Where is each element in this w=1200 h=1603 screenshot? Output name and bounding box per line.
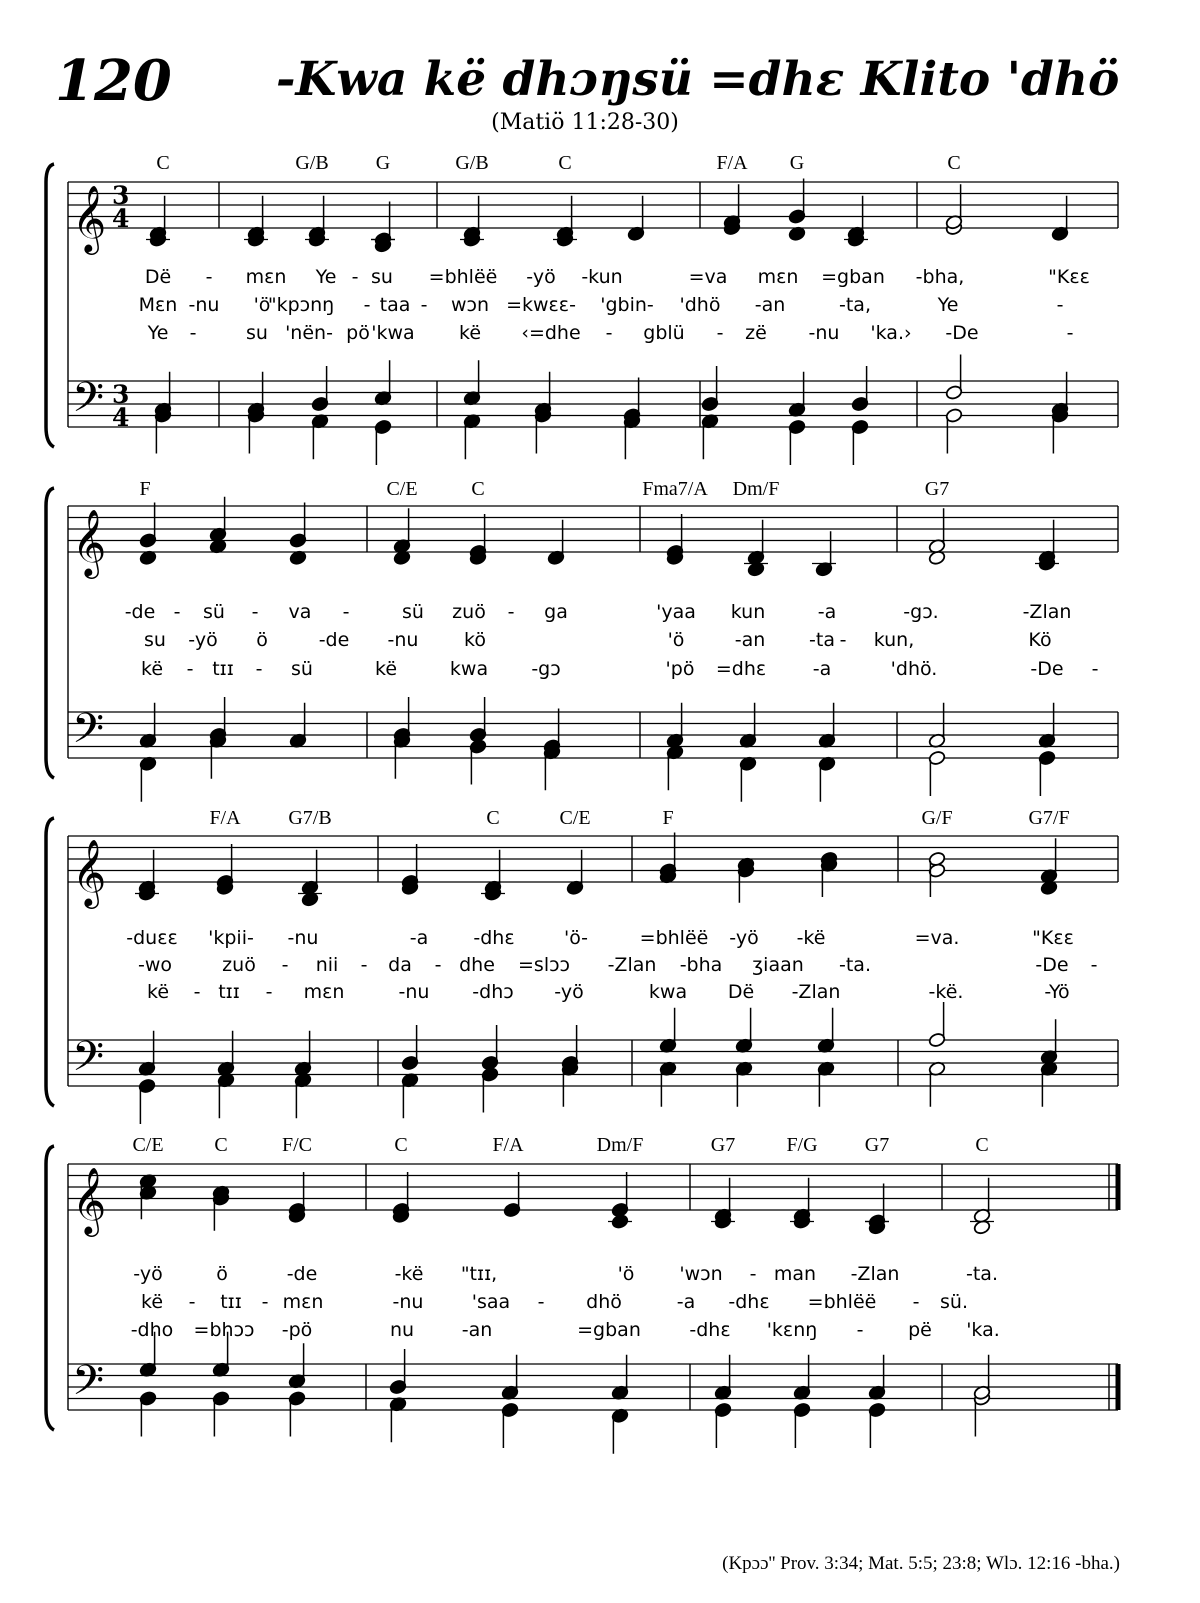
chord-symbol: G7 — [924, 478, 950, 500]
lyric-verse-3: - — [255, 658, 263, 680]
lyric-verse-1: -kë — [394, 1263, 424, 1285]
lyric-verse-1: -yö — [133, 1263, 163, 1285]
lyric-verse-1: - — [205, 266, 213, 288]
lyric-verse-1: =va. — [914, 927, 960, 949]
treble-clef: 𝄞 — [72, 184, 107, 252]
lyric-verse-3: 'kwa — [371, 322, 415, 344]
lyric-verse-3: kë — [140, 658, 164, 680]
lyric-verse-3: nu — [389, 1319, 415, 1341]
chord-symbol: C/E — [132, 1134, 164, 1156]
lyric-verse-2: kë — [140, 1291, 164, 1313]
lyric-verse-1: -Zlan — [1022, 601, 1072, 623]
system-brace — [46, 1146, 54, 1430]
chord-symbol: F/A — [492, 1134, 524, 1156]
lyric-verse-2: sü. — [940, 1291, 968, 1313]
lyric-verse-1: su — [371, 266, 393, 288]
chord-symbol: F/G — [786, 1134, 818, 1156]
lyric-verse-2: - — [839, 629, 847, 651]
lyric-verse-3: 'kɛnŋ — [766, 1319, 818, 1341]
lyric-verse-3: pë — [908, 1319, 932, 1341]
lyric-verse-1: -a — [817, 601, 837, 623]
lyric-verse-3: =bhɔɔ — [193, 1319, 255, 1341]
chord-symbol: F — [139, 478, 151, 500]
lyric-verse-3: -Zlan — [791, 981, 841, 1003]
lyric-verse-1: 'yaa — [656, 601, 696, 623]
lyric-verse-2: ö — [256, 629, 268, 651]
chord-symbol: C — [486, 807, 500, 829]
chord-symbol: G/F — [921, 807, 953, 829]
chord-symbol: C/E — [559, 807, 591, 829]
lyric-verse-3: -dhɛ — [689, 1319, 731, 1341]
lyric-verse-3: tɪɪ — [218, 981, 240, 1003]
lyric-verse-1: -kun — [581, 266, 623, 288]
lyric-verse-1: man — [773, 1263, 817, 1285]
lyric-verse-2: wɔn — [450, 294, 490, 316]
lyric-verse-2: zuö — [222, 954, 256, 976]
lyric-verse-1: 'wɔn — [679, 1263, 723, 1285]
bass-clef: 𝄢 — [72, 373, 105, 432]
treble-clef: 𝄞 — [72, 838, 107, 906]
chord-symbol: C — [394, 1134, 408, 1156]
bass-clef: 𝄢 — [72, 1356, 105, 1415]
lyric-verse-1: -gɔ. — [903, 601, 939, 623]
lyric-verse-3: - — [605, 322, 613, 344]
lyric-verse-3: kë — [146, 981, 170, 1003]
lyric-verse-2: - — [537, 1291, 545, 1313]
lyric-verse-2: kö — [464, 629, 486, 651]
chord-symbol: Fma7/A — [642, 478, 708, 500]
hymn-number: 120 — [55, 48, 172, 114]
lyric-verse-1: -de — [124, 601, 156, 623]
lyric-verse-1: sü — [203, 601, 225, 623]
lyric-verse-3: -nu — [808, 322, 840, 344]
lyric-verse-2: -dhɛ — [728, 1291, 770, 1313]
lyric-verse-1: Ye — [315, 266, 337, 288]
lyric-verse-3: zë — [745, 322, 767, 344]
chord-symbol: F/A — [209, 807, 241, 829]
lyric-verse-2: 'ö — [667, 629, 685, 651]
bass-clef: 𝄢 — [72, 704, 105, 763]
lyric-verse-2: - — [188, 1291, 196, 1313]
lyric-verse-1: =va — [688, 266, 728, 288]
lyric-verse-2: su — [144, 629, 166, 651]
lyric-verse-3: su — [246, 322, 268, 344]
lyric-verse-2: Kö — [1028, 629, 1052, 651]
lyric-verse-2: -nu — [392, 1291, 424, 1313]
lyric-verse-2: - — [1056, 294, 1064, 316]
chord-symbol: G/B — [455, 152, 489, 174]
lyric-verse-1: =bhlëë — [428, 266, 498, 288]
system-brace — [46, 164, 54, 447]
chord-symbol: C — [947, 152, 961, 174]
hymn-title: -Kwa kë dhɔŋsü =dhɛ Klito 'dhö — [276, 52, 1120, 107]
lyric-verse-3: -Yö — [1044, 981, 1070, 1003]
lyric-verse-3: Ye — [147, 322, 169, 344]
lyric-verse-1: "Kɛɛ — [1032, 927, 1074, 949]
chord-symbol: C — [471, 478, 485, 500]
lyric-verse-3: kë — [458, 322, 482, 344]
chord-symbol: G/B — [295, 152, 329, 174]
chord-symbol: G7/F — [1028, 807, 1070, 829]
lyric-verse-1: "tɪɪ, — [460, 1263, 498, 1285]
lyric-verse-2: -ta. — [839, 954, 871, 976]
lyric-verse-1: zuö — [452, 601, 486, 623]
lyric-verse-2: Ye — [937, 294, 959, 316]
lyric-verse-2: -ta, — [839, 294, 871, 316]
chord-symbol: G — [375, 152, 391, 174]
lyric-verse-2: dhö — [586, 1291, 622, 1313]
lyric-verse-1: 'ö — [617, 1263, 635, 1285]
lyric-verse-2: -nu — [387, 629, 419, 651]
lyric-verse-3: -dho — [130, 1319, 174, 1341]
chord-symbol: G — [789, 152, 805, 174]
lyric-verse-3: =dhɛ — [715, 658, 767, 680]
lyric-verse-1: -nu — [287, 927, 319, 949]
lyric-verse-1: -Zlan — [850, 1263, 900, 1285]
chord-symbol: G7 — [864, 1134, 890, 1156]
lyric-verse-3: -kë. — [928, 981, 964, 1003]
lyric-verse-2: nii — [315, 954, 339, 976]
lyric-verse-2: =kwɛɛ- — [506, 294, 576, 316]
lyric-verse-3: - — [856, 1319, 864, 1341]
bass-clef: 𝄢 — [72, 1032, 105, 1091]
lyric-verse-3: -dhɔ — [472, 981, 514, 1003]
lyric-verse-3: - — [193, 981, 201, 1003]
lyric-verse-3: tɪɪ — [212, 658, 234, 680]
lyric-verse-2: 'gbin- — [600, 294, 654, 316]
lyric-verse-1: Dë — [144, 266, 172, 288]
chord-symbol: F/A — [716, 152, 748, 174]
lyric-verse-2: -a — [676, 1291, 696, 1313]
lyric-verse-3: Dë — [727, 981, 755, 1003]
lyric-verse-1: -a — [409, 927, 429, 949]
lyric-verse-2: - — [363, 294, 371, 316]
lyric-verse-3: 'dhö. — [890, 658, 938, 680]
scripture-references: (Kpɔɔ'' Prov. 3:34; Mat. 5:5; 23:8; Wlɔ. 12:16 -bha.) — [722, 1553, 1120, 1574]
lyric-verse-2: kun, — [873, 629, 915, 651]
lyric-verse-2: taa — [379, 294, 411, 316]
lyric-verse-1: 'kpii- — [208, 927, 254, 949]
lyric-verse-1: "Kɛɛ — [1048, 266, 1090, 288]
lyric-verse-1: mɛn — [245, 266, 287, 288]
lyric-verse-1: - — [507, 601, 515, 623]
system-brace — [46, 488, 54, 778]
lyric-verse-1: sü — [402, 601, 424, 623]
lyric-verse-2: -an — [754, 294, 786, 316]
lyric-verse-1: kun — [730, 601, 766, 623]
lyric-verse-1: -de — [286, 1263, 318, 1285]
lyric-verse-1: - — [173, 601, 181, 623]
lyric-verse-2: - — [281, 954, 289, 976]
lyric-verse-1: - — [251, 601, 259, 623]
lyric-verse-2: -Zlan — [607, 954, 657, 976]
chord-symbol: C — [214, 1134, 228, 1156]
lyric-verse-1: -bha, — [915, 266, 965, 288]
time-signature-bass-lower: 4 — [112, 403, 130, 432]
lyric-verse-2: - — [360, 954, 368, 976]
time-signature-treble: 3 — [112, 181, 130, 210]
lyric-verse-3: - — [265, 981, 273, 1003]
lyric-verse-3: - — [186, 658, 194, 680]
lyric-verse-2: - — [434, 954, 442, 976]
lyric-verse-2: =bhlëë — [807, 1291, 877, 1313]
lyric-verse-1: 'ö- — [563, 927, 589, 949]
lyric-verse-2: Mɛn — [138, 294, 178, 316]
lyric-verse-2: 'ö — [253, 294, 271, 316]
lyric-verse-1: =gban — [821, 266, 885, 288]
lyric-verse-2: -nu — [188, 294, 220, 316]
lyric-verse-1: -kë — [796, 927, 826, 949]
lyric-verse-3: -gɔ — [531, 658, 561, 680]
lyric-verse-2: "kpɔnŋ — [267, 294, 335, 316]
lyric-verse-3: pö — [346, 322, 370, 344]
lyric-verse-2: -De — [1035, 954, 1069, 976]
treble-clef: 𝄞 — [72, 1166, 107, 1234]
lyric-verse-3: 'ka. — [966, 1319, 1000, 1341]
lyric-verse-2: -yö — [188, 629, 218, 651]
lyric-verse-1: -ta. — [966, 1263, 998, 1285]
lyric-verse-3: -De — [1030, 658, 1064, 680]
chord-symbol: G7 — [710, 1134, 736, 1156]
chord-symbol: C — [558, 152, 572, 174]
lyric-verse-3: -yö — [554, 981, 584, 1003]
lyric-verse-3: -nu — [398, 981, 430, 1003]
lyric-verse-3: - — [1091, 658, 1099, 680]
lyric-verse-2: - — [261, 1291, 269, 1313]
lyric-verse-3: -pö — [281, 1319, 313, 1341]
system-brace — [46, 818, 54, 1106]
lyric-verse-2: da — [388, 954, 412, 976]
lyric-verse-3: 'ka.› — [870, 322, 912, 344]
treble-clef: 𝄞 — [72, 508, 107, 576]
lyric-verse-3: -De — [945, 322, 979, 344]
lyric-verse-3: gblü — [643, 322, 685, 344]
lyric-verse-1: =bhlëë — [639, 927, 709, 949]
lyric-verse-2: dhe — [459, 954, 495, 976]
lyric-verse-3: mɛn — [303, 981, 345, 1003]
lyric-verse-2: 'dhö — [679, 294, 721, 316]
lyric-verse-3: -an — [461, 1319, 493, 1341]
lyric-verse-3: kwa — [449, 658, 489, 680]
lyric-verse-1: - — [351, 266, 359, 288]
lyric-verse-2: - — [912, 1291, 920, 1313]
lyric-verse-1: -dhɛ — [473, 927, 515, 949]
chord-symbol: Dm/F — [732, 478, 780, 500]
hymn-subtitle: (Matiö 11:28-30) — [491, 110, 679, 135]
lyric-verse-3: 'pö — [665, 658, 695, 680]
lyric-verse-3: -a — [812, 658, 832, 680]
lyric-verse-3: ‹=dhe — [521, 322, 581, 344]
lyric-verse-1: ga — [544, 601, 568, 623]
lyric-verse-1: -yö — [526, 266, 556, 288]
lyric-verse-3: kwa — [648, 981, 688, 1003]
lyric-verse-3: - — [1066, 322, 1074, 344]
lyric-verse-3: - — [189, 322, 197, 344]
lyric-verse-2: -de — [318, 629, 350, 651]
chord-symbol: F — [662, 807, 674, 829]
chord-symbol: F/C — [281, 1134, 313, 1156]
chord-symbol: C — [156, 152, 170, 174]
lyric-verse-1: va — [288, 601, 312, 623]
lyric-verse-1: - — [342, 601, 350, 623]
chord-symbol: G7/B — [288, 807, 332, 829]
lyric-verse-2: - — [420, 294, 428, 316]
lyric-verse-1: -yö — [729, 927, 759, 949]
lyric-verse-2: =slɔɔ — [518, 954, 570, 976]
lyric-verse-3: sü — [291, 658, 313, 680]
time-signature-bass: 3 — [112, 380, 130, 409]
lyric-verse-3: kë — [374, 658, 398, 680]
lyric-verse-1: mɛn — [757, 266, 799, 288]
lyric-verse-1: ö — [216, 1263, 228, 1285]
lyric-verse-2: mɛn — [282, 1291, 324, 1313]
chord-symbol: Dm/F — [596, 1134, 644, 1156]
chord-symbol: C — [975, 1134, 989, 1156]
chord-symbol: C/E — [386, 478, 418, 500]
lyric-verse-3: =gban — [577, 1319, 641, 1341]
lyric-verse-2: -ta — [809, 629, 835, 651]
lyric-verse-2: -an — [734, 629, 766, 651]
lyric-verse-1: -duɛɛ — [126, 927, 178, 949]
lyric-verse-2: 'saa — [471, 1291, 511, 1313]
lyric-verse-3: - — [716, 322, 724, 344]
lyric-verse-2: tɪɪ — [220, 1291, 242, 1313]
lyric-verse-2: ʒiaan — [752, 954, 804, 976]
lyric-verse-1: - — [749, 1263, 757, 1285]
time-signature-treble-lower: 4 — [112, 204, 130, 233]
lyric-verse-2: -wo — [137, 954, 173, 976]
lyric-verse-2: -bha — [679, 954, 723, 976]
lyric-verse-2: - — [1090, 954, 1098, 976]
lyric-verse-3: 'nën- — [285, 322, 333, 344]
